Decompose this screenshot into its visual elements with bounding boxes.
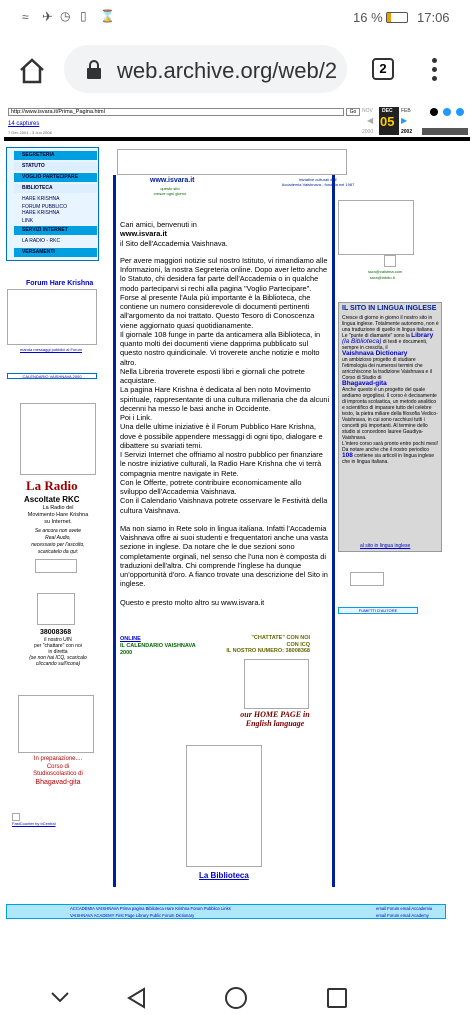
chat-text: "CHATTATE" CON NOI CON ICQ IL NOSTRO NUMERO: 38008368	[226, 635, 310, 654]
english-site-text4: Anche questo è un progetto del quale andiamo orgogliosi. Il corso è decisamente di impronta scolastica, un metodo analitico e scientifico di imparare tutto del celebre testo, la pietra miliare della filosofia Vedico-Vaishnava, in cui sono racchiusi tutti i concetti più importanti. Al termine dello studio si concedono lauree Gaudiya-Vaishnava. L'intero corso sarà pronto entro pochi mesi! Da notare anche che il nostro periodico	[342, 387, 439, 453]
gita-link[interactable]: Bhagavad-gita	[342, 380, 387, 387]
site-description: il Sito dell'Accademia Vaishnava.	[120, 238, 228, 248]
email-1[interactable]: sura@vaishna.com	[368, 269, 403, 274]
help-icon[interactable]	[443, 108, 451, 116]
nav-versamenti[interactable]: VERSAMENTI	[14, 248, 97, 257]
forum-title[interactable]: Forum Hare Krishna	[26, 280, 94, 287]
wayback-address-input[interactable]: http://www.isvara.it/Prima_Pagina.html	[8, 108, 344, 116]
english-section-text: Ma non siamo in Rete solo in lingua italiana. Infatti l'Accademia Vaishnava offre ai suoi studenti e frequentatori anche una vasta sezione in inglese. Da notare che le due sezioni sono completamente orginali, nel senso che l'una non è composta di traduzioni dell'altra. Chi comprende l'inglese ha dunque un'opportunità d'oro. A fianco trovate una descrizione del Sito in inglese.	[120, 523, 329, 589]
header-banner-image	[117, 149, 347, 175]
radio-listen[interactable]: Ascoltate RKC	[24, 495, 80, 504]
next-arrow-icon[interactable]: ▶	[401, 116, 408, 125]
header-site-sub: questo sito cresce ogni giorno	[153, 186, 187, 196]
calendar-text[interactable]: IL CALENDARIO VAISHNAVA 2000	[120, 643, 196, 656]
counter-link[interactable]: FastCounter by bCentral	[12, 821, 56, 826]
wifi-icon: ≈	[22, 10, 29, 24]
captures-link[interactable]: 14 captures	[8, 121, 40, 127]
right-divider	[332, 175, 335, 887]
closing-text: Questo e presto molto altro su www.isvara.it	[120, 597, 265, 607]
email-image[interactable]	[384, 255, 396, 267]
english-site-text3: un ambizioso progetto di studiare l'etimologia dei numerosi termini che arricchiscono la tradizione Vaishnava e il Corso di Studio di	[342, 357, 432, 381]
biblioteca-image[interactable]	[186, 745, 262, 867]
archived-page	[0, 145, 473, 975]
nav-radio[interactable]: LA RADIO - RKC	[22, 238, 61, 244]
icq-note: (se non hai ICQ, scaricalo cliccando sull'icona)	[29, 655, 87, 667]
system-nav-bar	[0, 974, 473, 1024]
footer-email-english[interactable]: email Forum email Academy	[376, 913, 429, 918]
radio-image[interactable]	[20, 403, 96, 475]
greeting: Cari amici, benvenuti in	[120, 220, 197, 229]
nav-biblioteca[interactable]: BIBLIOTECA	[14, 184, 97, 193]
nav-statuto[interactable]: STATUTO	[14, 162, 97, 171]
right-small-image	[350, 572, 384, 586]
close-icon[interactable]	[456, 108, 464, 116]
chevron-down-icon[interactable]	[50, 990, 70, 1004]
wayback-next-month[interactable]: FEB	[401, 108, 411, 114]
forum-link[interactable]: manda messaggi pubblici al Forum	[20, 347, 83, 352]
share-button[interactable]	[422, 128, 468, 135]
alarm-icon: ◷	[60, 9, 71, 23]
realaudio-download-image[interactable]	[35, 559, 77, 573]
nav-hare-krishna[interactable]: HARE KRISHNA	[22, 196, 60, 202]
wayback-toolbar	[4, 104, 470, 141]
calendar-2000-link[interactable]: CALENDARIO VAISHNAVA 2000	[7, 373, 97, 379]
hourglass-icon: ⌛	[100, 9, 115, 23]
email-2[interactable]: sura@infoto.it	[370, 275, 395, 280]
nav-servizi-internet[interactable]: SERVIZI INTERNET	[14, 226, 97, 235]
library-link[interactable]: Library	[411, 332, 434, 339]
wayback-year-prev: 2000	[362, 129, 374, 135]
biblioteca-link[interactable]: La Biblioteca	[199, 871, 249, 880]
english-site-title: IL SITO IN LINGUA INGLESE	[342, 305, 437, 312]
forum-image[interactable]	[7, 289, 97, 345]
english-homepage-link[interactable]: our HOME PAGE in English language	[240, 710, 310, 728]
footer-row-italian[interactable]: ACCADEMIA VAISHNAVA Prima pagina Biblioteca Hare Krishna Forum Pubblico Links	[70, 906, 231, 911]
home-icon[interactable]	[18, 58, 46, 84]
left-divider	[113, 175, 116, 887]
header-tagline: iniziative culturali dell' Accademia Vaishnava - fondata nel 1987	[281, 177, 355, 187]
counter-image	[12, 813, 20, 821]
wayback-logo-icon[interactable]	[430, 108, 438, 116]
wayback-prev-month[interactable]: NOV	[362, 108, 373, 114]
back-icon[interactable]	[125, 986, 147, 1010]
captures-range: 7 Dec 2001 - 3 Jun 2006	[8, 130, 52, 135]
gita-text: Bhagavad-gita	[35, 779, 81, 786]
english-site-link[interactable]: al sito in lingua inglese	[360, 543, 411, 549]
tab-switcher-button[interactable]: 2	[372, 58, 394, 80]
lock-icon	[86, 60, 102, 80]
wayback-go-button[interactable]: Go	[346, 108, 360, 116]
icq-image[interactable]	[37, 593, 75, 625]
wayback-month: DEC	[382, 108, 393, 114]
wayback-day: 05	[380, 114, 395, 129]
home-button-icon[interactable]	[224, 986, 248, 1010]
icq-chat-image[interactable]	[244, 659, 309, 709]
radio-title: La Radio	[26, 478, 78, 493]
clock: 17:06	[417, 10, 450, 25]
footer-row-english[interactable]: VAISHNAVA ACADEMY First Page Library Public Forum Dictionary	[70, 913, 195, 918]
english-site-desc	[342, 315, 440, 465]
overflow-menu-icon[interactable]	[432, 58, 438, 82]
header-site[interactable]: www.isvara.it	[150, 177, 195, 184]
footer-email-italian[interactable]: email Forum email Accademia	[376, 906, 433, 911]
battery-icon	[386, 12, 408, 23]
dictionary-link[interactable]: Vaishnava Dictionary	[342, 350, 408, 357]
link-108[interactable]: 108	[342, 452, 353, 459]
main-site[interactable]: www.isvara.it	[120, 229, 167, 239]
english-site-text: Cresce di giorno in giorno il nostro sito in lingua inglese. Totalmente autonomo, non è una traduzione di quello in lingua italiana. Le "punte di diamante" sono la	[342, 315, 439, 339]
vibrate-icon: ▯	[80, 9, 87, 23]
radio-text: La Radio del Movimento Hare Krishna su Internet.	[27, 505, 89, 525]
prev-arrow-icon[interactable]: ◀	[367, 116, 374, 125]
fumetti-link[interactable]: FUMETTI D'AUTORE	[338, 607, 418, 614]
url-text[interactable]: web.archive.org/web/2	[117, 58, 338, 83]
battery-text: 16 %	[353, 10, 383, 25]
icq-text: il nostro UIN per "chattare" con noi in diretta	[34, 637, 82, 655]
nav-voglio-partecipare[interactable]: VOGLIO PARTECIPARE	[14, 173, 97, 182]
library-it: (la Biblioteca)	[342, 338, 382, 345]
wayback-year-next: 2002	[401, 129, 413, 135]
right-top-image	[338, 200, 414, 255]
english-site-text2: di testi e documenti, sempre in crescita, il	[342, 339, 428, 351]
radio-note: Se ancora non avete Real Audio, necessario per l'ascolto, scaricatelo da qui:	[31, 528, 85, 555]
online-link[interactable]: ONLINE	[120, 636, 141, 642]
nav-link[interactable]: LINK	[22, 218, 34, 224]
nav-segreteria[interactable]: SEGRETERIA	[14, 151, 97, 160]
english-site-text5: contiene sia articoli in lingua inglese che in lingua italiana.	[342, 453, 435, 465]
gita-course-image[interactable]	[18, 695, 94, 753]
airplane-icon: ✈	[42, 9, 53, 24]
icq-number: 38008368	[40, 629, 72, 636]
status-bar	[0, 0, 473, 34]
nav-forum-pubblico[interactable]: FORUM PUBBLICO HARE KRISHNA	[22, 204, 68, 216]
main-body: Per avere maggiori notizie sul nostro Istituto, vi rimandiamo alle Informazioni, la nostra Segreteria online. Dopo aver letto anche lo Statuto, chi desidera far parte dell'Accademia o in qualche modo parteciparvi si rechi alla pagina "Voglio Partecipare". Forse al presente l'Aula più importante è la Biblioteca, che contiene un numero considerevole di documenti pertinenti all'argomento da noi trattato. Questo Tesoro di Conoscenza viene aggiornato quasi quotidianamente. Il giornale 108 funge in parte da anticamera alla Biblioteca, in quanto molti dei documenti viene dapprima pubblicato sul questo nostro quindicinale. Vi troverete anche notizie e molto altro. Nella Libreria troverete esposti libri e giornali che potrete acquistare. La pagina Hare Krishna è dedicata al ben noto Movimento spirituale, rappresentante di una cultura millenaria che da alcuni decenni ha messo le basi anche in Occidente. Poi i Link. Una delle ultime iniziative è il Forum Pubblico Hare Krishna, dove è possibile appendere messaggi di ogni tipo, dialogare e dibattere su svariati temi. I Servizi Internet che offriamo al nostro pubblico per finanziare le nostre iniziative culturali, la Radio Hare Krishna che vi terrà compagnia mentre navigate in Rete. Con le Offerte, potrete contribuire economicamente allo sviluppo dell'Accademia Vaishnava. Con il Calendario Vaishnava potrete osservare le Festività della cultura Vaishnava.	[120, 255, 330, 515]
prep-text: In preparazione.... Corso di Studioscolastico di	[33, 756, 83, 777]
recents-icon[interactable]	[326, 987, 348, 1009]
